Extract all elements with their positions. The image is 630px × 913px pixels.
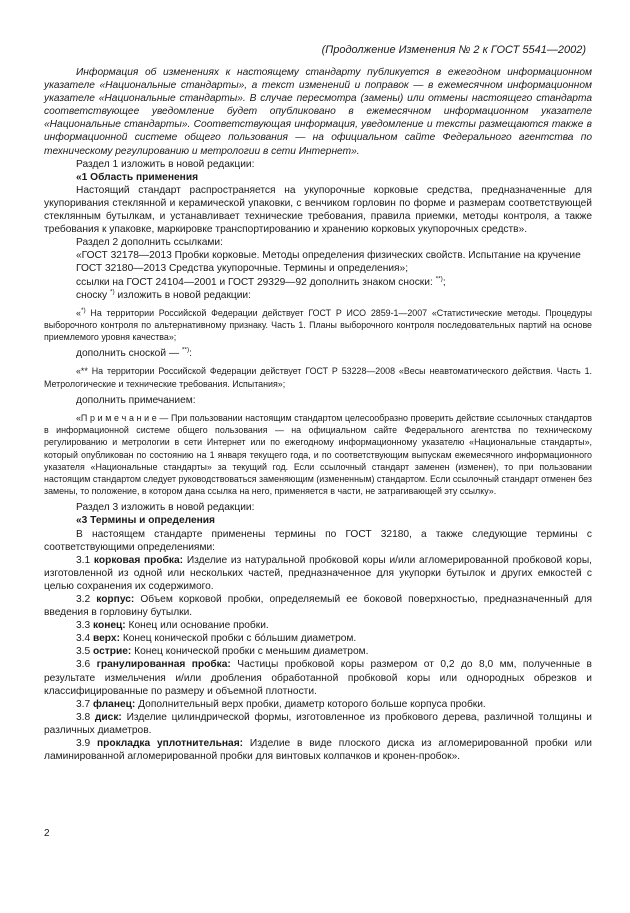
- term-name: прокладка уплотнительная:: [96, 738, 244, 749]
- terms-list: [44, 554, 592, 764]
- section3-title: «3 Термины и определения: [76, 515, 215, 527]
- section3-text: В настоящем стандарте применены термины по ГОСТ 32180, а также следующие термины с соответствующими определениями:: [44, 528, 592, 553]
- section2-ref1: «ГОСТ 32178—2013 Пробки корковые. Методы определения физических свойств. Испытание на кручение: [76, 250, 581, 262]
- term-entry: [44, 632, 592, 645]
- term-entry: [44, 658, 592, 697]
- term-definition: Изделие в виде плоского диска из агломерированной пробки или ламинированной агломерированной пробки для винтовых колпачков и кронен-пробок».: [44, 738, 592, 763]
- term-number: 3.3: [76, 620, 91, 632]
- term-number: 3.6: [76, 659, 91, 671]
- term-definition: Изделие цилиндрической формы, изготовленное из пробкового дерева, различной толщины и различных диаметров.: [44, 711, 592, 736]
- term-entry: [44, 619, 592, 632]
- term-entry: [44, 593, 592, 619]
- notice-paragraph: Информация об изменениях к настоящему стандарту публикуется в ежегодном информационном указателе «Национальные стандарты», а текст изменений и поправок — в ежемесячном информационном указателе «Национальные стандарты». В случае пересмотра (замены) или отмены настоящего стандарта соответствующее уведомление будет опубликовано в ежемесячном информационном указателе «Национальные стандарты». Соответствующая информация, уведомление и тексты размещаются также в информационной системе общего пользования — на официальном сайте Федерального агентства по техническому регулированию и метрологии в сети Интернет».: [44, 67, 592, 157]
- term-entry: [44, 698, 592, 711]
- term-definition: Частицы пробковой коры размером от 0,2 до 8,0 мм, полученные в результате измельчения и/или дробления обработанной пробковой коры или однородных обрезков и классифицированные по размеру и объемной плотности.: [44, 659, 592, 697]
- section2-ref3: [44, 276, 592, 289]
- section2-ref2: ГОСТ 32180—2013 Средства укупорочные. Термины и определения»;: [76, 263, 409, 275]
- section2-footnote-intro: [44, 289, 592, 302]
- term-name: фланец:: [93, 698, 136, 710]
- term-definition: Объем корковой пробки, определяемый ее боковой поверхностью, предназначенный для введения в горловину бутылки.: [44, 593, 592, 619]
- term-number: 3.4: [76, 633, 91, 645]
- term-name: корпус:: [96, 593, 135, 605]
- term-number: 3.7: [76, 698, 91, 710]
- section3-intro: Раздел 3 изложить в новой редакции:: [76, 502, 255, 514]
- footnote-2: «** На территории Российской Федерации действует ГОСТ Р 53228—2008 «Весы неавтоматического действия. Часть 1. Метрологические и технические требования. Испытания»;: [44, 366, 592, 389]
- fn-post: изложить в новой редакции:: [117, 289, 251, 301]
- running-header: (Продолжение Изменения № 2 к ГОСТ 5541—2002): [321, 44, 586, 56]
- term-entry: [44, 711, 592, 737]
- term-name: острие:: [93, 646, 132, 658]
- term-number: 3.1: [76, 554, 91, 566]
- term-number: 3.2: [76, 593, 91, 605]
- term-number: 3.9: [76, 738, 91, 749]
- section1-intro: Раздел 1 изложить в новой редакции:: [76, 158, 255, 170]
- term-definition: Конец конической пробки с бо́льшим диаметром.: [122, 633, 357, 645]
- fn1-text: На территории Российской Федерации действует ГОСТ Р ИСО 2859-1—2007 «Статистические методы. Процедуры выборочного контроля по альтернативному признаку. Часть 1. Планы выборочного контроля последовательных партий на основе приемлемого уровня качества»;: [44, 307, 592, 343]
- fn2-intro-text: дополнить сноской —: [76, 348, 180, 360]
- ref3-tail: ;: [442, 276, 446, 288]
- term-name: гранулированная пробка:: [96, 659, 231, 671]
- fn-mark: *): [110, 288, 115, 296]
- section1-title: «1 Область применения: [76, 171, 199, 183]
- term-entry: [44, 554, 592, 593]
- term-definition: Дополнительный верх пробки, диаметр которого больше корпуса пробки.: [138, 698, 486, 710]
- term-definition: Изделие из натуральной пробковой коры и/или агломерированной пробковой коры, изготовленной из одной или нескольких частей, предназначенное для укупорки бутылок и других емкостей с целью сохранения их содержимого.: [44, 554, 592, 592]
- fn2-intro-tail: :: [189, 348, 192, 360]
- term-name: диск:: [94, 711, 122, 723]
- ref3-text: ссылки на ГОСТ 24104—2001 и ГОСТ 29329—92 дополнить знаком сноски:: [76, 276, 433, 288]
- term-name: корковая пробка:: [93, 554, 184, 566]
- fn2-intro-mark: **): [181, 346, 190, 354]
- term-definition: Конец конической пробки с меньшим диаметром.: [134, 646, 369, 658]
- footnote2-intro: [44, 347, 592, 360]
- fn-pre: сноску: [76, 289, 108, 301]
- footnote-1: [44, 307, 592, 344]
- ref3-footnote-mark: **): [435, 275, 443, 283]
- term-name: верх:: [93, 633, 120, 645]
- document-body: [44, 66, 592, 763]
- fn1-mark: *): [80, 306, 86, 314]
- term-name: конец:: [93, 620, 126, 632]
- term-number: 3.8: [76, 711, 91, 723]
- term-entry: [44, 737, 592, 763]
- note-intro: дополнить примечанием:: [76, 394, 196, 406]
- section1-text: Настоящий стандарт распространяется на укупорочные корковые средства, предназначенные для укупоривания стеклянной и керамической упаковки, с венчиком горловин по форме и размерам соответствующей стеклянным бутылкам, и устанавливает технические требования, правила приемки, методы контроля, а также требования к упаковке, маркировке транспортированию и хранению корковых укупорочных средств».: [44, 184, 592, 236]
- term-number: 3.5: [76, 646, 91, 658]
- note-text: «П р и м е ч а н и е — При пользовании настоящим стандартом целесообразно проверить действие ссылочных стандартов в информационной системе общего пользования — на официальном сайте Федерального агентства по техническому регулированию и метрологии в сети Интернет или по ежегодному информационному указателю «Национальные стандарты», который опубликован по состоянию на 1 января текущего года, и по соответствующим выпускам ежемесячного информационного указателя «Национальные стандарты» за текущий год. Если ссылочный стандарт заменен (изменен), то при пользовании настоящим стандартом следует руководствоваться заменяющим (измененным) стандартом. Если ссылочный стандарт отменен без замены, то положение, в котором дана ссылка на него, применяется в части, не затрагивающей эту ссылку».: [44, 412, 592, 497]
- term-entry: [44, 645, 592, 658]
- fn1-quote: «: [76, 307, 81, 318]
- section2-intro: Раздел 2 дополнить ссылками:: [76, 237, 223, 249]
- page-number: 2: [44, 828, 50, 839]
- term-definition: Конец или основание пробки.: [128, 620, 269, 632]
